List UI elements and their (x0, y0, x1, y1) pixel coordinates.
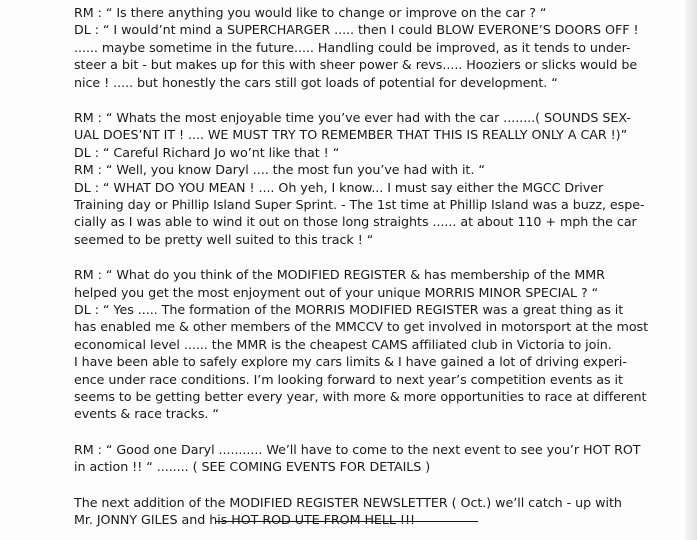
text-line: The next addition of the MODIFIED REGISTER NEWSLETTER ( Oct.) we’ll catch - up with (74, 494, 622, 510)
text-line: nice ! ..... but honestly the cars still got loads of potential for development. “ (74, 74, 558, 90)
text-line: seems to be getting better every year, with more & more opportunities to race at different (74, 389, 647, 404)
text-line: RM : “ Good one Daryl ........... We’ll have to come to the next event to see you’r HOT ROT (74, 441, 641, 457)
text-line: DL : “ Careful Richard Jo wo’nt like that ! “ (74, 144, 340, 160)
text-line: UAL DOES’NT IT ! .... WE MUST TRY TO REMEMBER THAT THIS IS REALLY ONLY A CAR !)” (74, 127, 628, 143)
text-line: has enabled me & other members of the MMCCV to get involved in motorsport at the most (74, 319, 649, 335)
scan-edge-shadow (685, 0, 697, 540)
text-line: seemed to be pretty well suited to this track ! “ (74, 231, 374, 247)
text-line: ence under race conditions. I’m looking forward to next year’s competition events as it (74, 371, 623, 387)
text-line: events & race tracks. “ (74, 406, 219, 422)
text-line: in action !! “ ........ ( SEE COMING EVENTS FOR DETAILS ) (74, 459, 431, 475)
text-line: DL : “ Yes ..... The formation of the MORRIS MODIFIED REGISTER was a great thing as it (74, 302, 624, 317)
text-line: RM : “ Is there anything you would like to change or improve on the car ? “ (74, 5, 547, 20)
text-line: steer a bit - but makes up for this with sheer power & revs..... Hooziers or slicks would be (74, 57, 638, 73)
text-line: DL : “ I would’nt mind a SUPERCHARGER ..... then I could BLOW EVERONE’S DOORS OFF ! (74, 22, 639, 38)
text-line: DL : “ WHAT DO YOU MEAN ! .... Oh yeh, I know... I must say either the MGCC Driver (74, 179, 604, 195)
divider-line (215, 521, 478, 522)
text-line: RM : “ Whats the most enjoyable time you’ve ever had with the car ........( SOUNDS SEX- (74, 110, 631, 125)
text-line: RM : “ Well, you know Daryl .... the most fun you’ve had with it. “ (74, 162, 485, 178)
text-line: Training day or Phillip Island Super Sprint. - The 1st time at Phillip Island was a buzz, espe- (74, 197, 645, 212)
text-line: Mr. JONNY GILES and his HOT ROD UTE FROM HELL !!! (74, 512, 416, 527)
text-line: cially as I was able to wind it out on those long straights ...... at about 110 + mph the car (74, 214, 637, 230)
text-line: RM : “ What do you think of the MODIFIED REGISTER & has membership of the MMR (74, 267, 605, 283)
text-line: economical level ...... the MMR is the cheapest CAMS affiliated club in Victoria to join. (74, 336, 612, 352)
text-line: ...... maybe sometime in the future..... Handling could be improved, as it tends to under- (74, 39, 631, 55)
text-line: helped you get the most enjoyment out of your unique MORRIS MINOR SPECIAL ? “ (74, 284, 599, 300)
text-line: I have been able to safely explore my cars limits & I have gained a lot of driving experi- (74, 354, 627, 370)
